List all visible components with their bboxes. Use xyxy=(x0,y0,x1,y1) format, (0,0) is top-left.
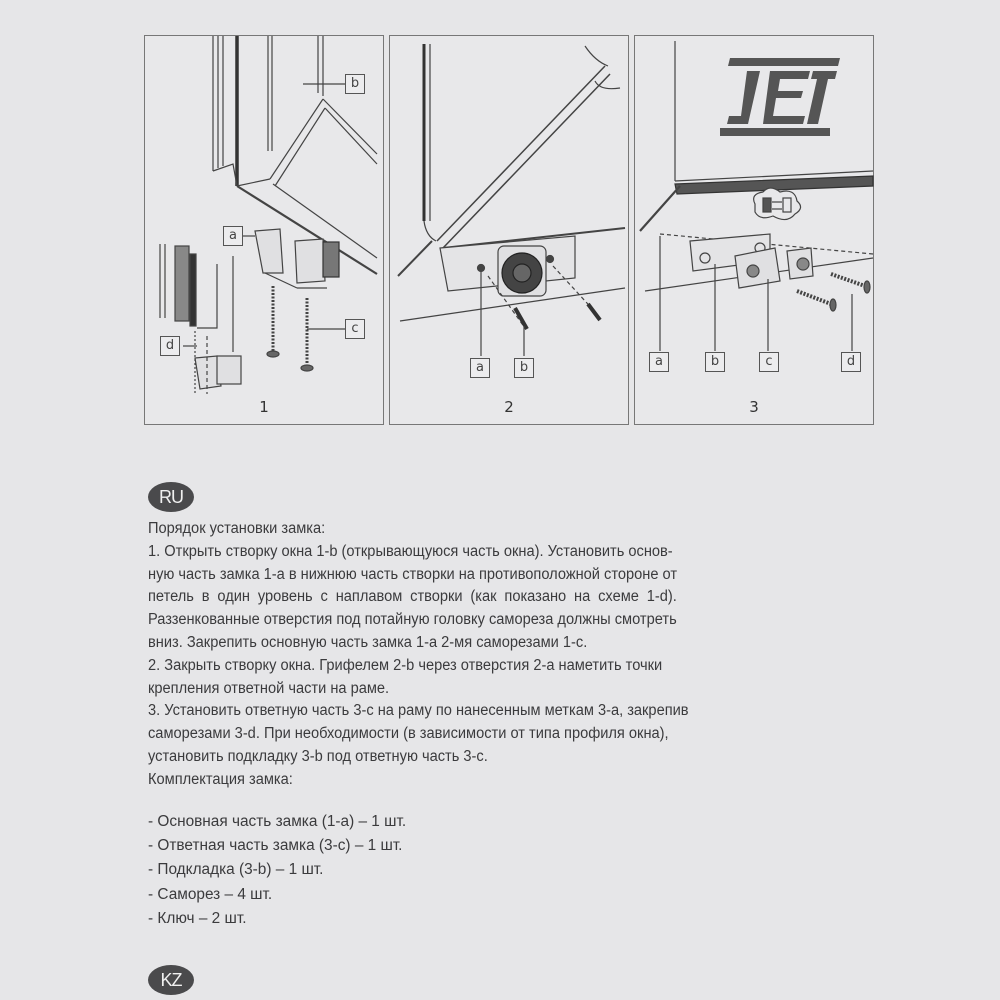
figure-2-panel xyxy=(389,35,629,425)
kit-item: - Саморез – 4 шт. xyxy=(148,885,273,903)
kit-item: - Ключ – 2 шт. xyxy=(148,909,247,927)
kit-item: - Ответная часть замка (3-с) – 1 шт. xyxy=(148,837,403,855)
figure-2-label-b: b xyxy=(514,358,534,378)
language-badge-kz: KZ xyxy=(148,965,194,995)
step-2-line: 2. Закрыть створку окна. Грифелем 2-b через отверстия 2-а наметить точки xyxy=(148,656,663,674)
figure-3-label-c: c xyxy=(759,352,779,372)
figure-1-label-b: b xyxy=(345,74,365,94)
language-badge-ru: RU xyxy=(148,482,194,512)
kit-item: - Подкладка (3-b) – 1 шт. xyxy=(148,861,324,879)
step-3-line: установить подкладку 3-b под ответную часть 3-с. xyxy=(148,747,488,765)
window-sash-lock-illustration xyxy=(145,36,385,426)
figure-3-number: 3 xyxy=(749,398,759,416)
figure-3-label-d: d xyxy=(841,352,861,372)
jet-logo xyxy=(720,58,840,136)
kit-list xyxy=(148,810,406,931)
step-3-line: саморезами 3-d. При необходимости (в зависимости от типа профиля окна), xyxy=(148,725,669,743)
figure-2-label-a: a xyxy=(470,358,490,378)
step-3-line: 3. Установить ответную часть 3-с на раму по нанесенным меткам 3-а, закрепив xyxy=(148,702,689,720)
step-1-line: Раззенкованные отверстия под потайную головку самореза должны смотреть xyxy=(148,611,677,629)
figure-1-label-a: a xyxy=(223,226,243,246)
kit-item: - Основная часть замка (1-а) – 1 шт. xyxy=(148,813,407,830)
kit-heading: Комплектация замка: xyxy=(148,770,293,788)
figure-1-number: 1 xyxy=(259,398,269,416)
window-frame-marking-illustration xyxy=(390,36,630,426)
step-2-line: крепления ответной части на раме. xyxy=(148,679,390,697)
step-1-line: 1. Открыть створку окна 1-b (открывающуюся часть окна). Установить основ- xyxy=(148,542,673,560)
strike-plate-installation-illustration xyxy=(635,36,875,426)
ru-instructions xyxy=(148,518,824,792)
figure-1-panel xyxy=(144,35,384,425)
step-1-line: ную часть замка 1-а в нижнюю часть створки на противоположной стороне от xyxy=(148,565,678,583)
figure-1-label-c: c xyxy=(345,319,365,339)
step-1-line: петель в один уровень с наплавом створки (как показано на схеме 1-d). xyxy=(148,588,677,606)
figure-3-label-b: b xyxy=(705,352,725,372)
step-1-line: вниз. Закрепить основную часть замка 1-а 2-мя саморезами 1-с. xyxy=(148,633,588,651)
figure-3-panel xyxy=(634,35,874,425)
figure-3-label-a: a xyxy=(649,352,669,372)
instructions-heading: Порядок установки замка: xyxy=(148,520,326,537)
figure-1-label-d: d xyxy=(160,336,180,356)
figure-2-number: 2 xyxy=(504,398,514,416)
